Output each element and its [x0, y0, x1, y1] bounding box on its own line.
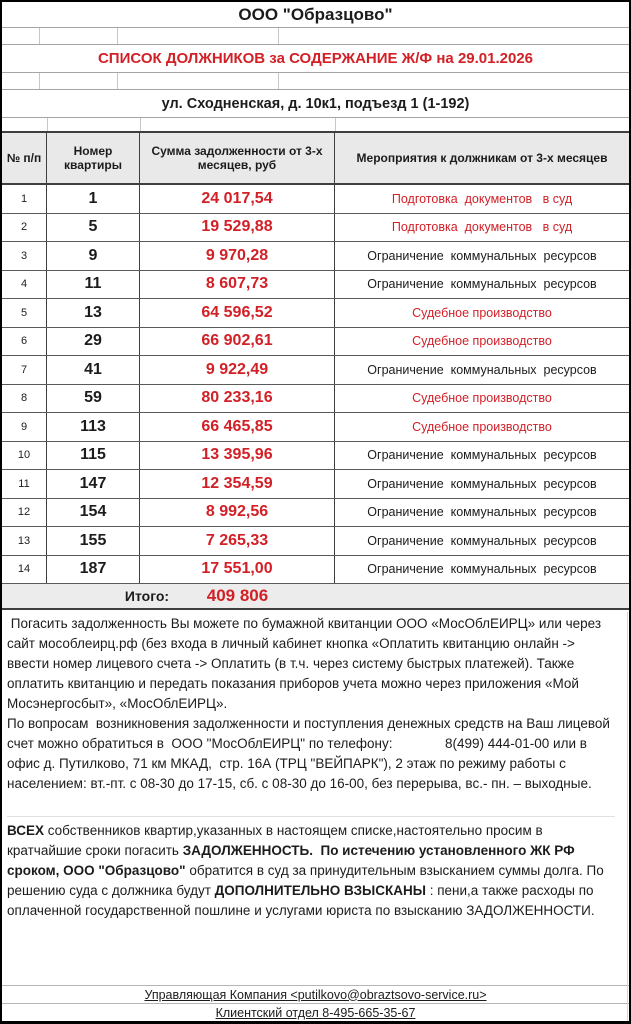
column-header-debt: Сумма задолженности от 3-х месяцев, руб [140, 133, 335, 183]
gridline [39, 73, 40, 89]
apartment-number: 187 [47, 556, 140, 584]
gridline [140, 118, 141, 131]
debt-amount: 7 265,33 [140, 527, 335, 555]
debt-amount: 64 596,52 [140, 299, 335, 327]
apartment-number: 41 [47, 356, 140, 384]
table-row [2, 442, 629, 471]
table-row [2, 385, 629, 414]
spacer-row [2, 27, 629, 45]
action-to-debtor: Ограничение коммунальных ресурсов [367, 562, 597, 577]
building-address: ул. Сходненская, д. 10к1, подъезд 1 (1-192) [161, 95, 470, 112]
column-header-apartment: Номер квартиры [47, 133, 140, 183]
apartment-number: 11 [47, 271, 140, 299]
warning-paragraph: ВСЕХ собственников квартир,указанных в настоящем списке,настоятельно просим в кратчайшие сроки погасить ЗАДОЛЖЕННОСТЬ. По истечению установленного ЖК РФ сроком, ООО "Образцово" обратится в суд за принудительным взысканием суммы долга. По решению суда с должника будут ДОПОЛНИТЕЛЬНО ВЗЫСКАНЫ : пени,а также расходы по оплаченной государственной пошлине и услугами юриста по взысканию ЗАДОЛЖЕННОСТИ. [7, 816, 615, 921]
row-index: 9 [2, 413, 47, 441]
table-row [2, 242, 629, 271]
row-index: 4 [2, 271, 47, 299]
total-label: Итого: [124, 588, 170, 604]
row-index: 6 [2, 328, 47, 356]
table-row [2, 271, 629, 300]
debt-amount: 17 551,00 [140, 556, 335, 584]
debt-amount: 8 992,56 [140, 499, 335, 527]
action-to-debtor: Ограничение коммунальных ресурсов [367, 533, 597, 548]
spacer-row [2, 72, 629, 90]
action-to-debtor: Подготовка документов в суд [391, 220, 573, 235]
gridline [278, 73, 279, 89]
table-row [2, 499, 629, 528]
action-to-debtor: Судебное производство [412, 305, 552, 320]
debt-amount: 8 607,73 [140, 271, 335, 299]
row-index: 10 [2, 442, 47, 470]
table-row [2, 328, 629, 357]
client-department-contact [2, 1003, 629, 1021]
table-row [2, 527, 629, 556]
debt-amount: 66 465,85 [140, 413, 335, 441]
gridline [278, 28, 279, 44]
debt-amount: 66 902,61 [140, 328, 335, 356]
list-title: СПИСОК ДОЛЖНИКОВ за СОДЕРЖАНИЕ Ж/Ф на 29.01.2026 [97, 50, 534, 67]
action-to-debtor: Судебное производство [412, 334, 552, 349]
payment-instructions-paragraph: Погасить задолженность Вы можете по бумажной квитанции ООО «МосОблЕИРЦ» или через сайт мособлеирц.рф (без входа в личный кабинет кнопка «Оплатить квитанцию онлайн -> ввести номер лицевого счета -> Оплатить (в т.ч. через систему быстрых платежей). Также оплатить квитанцию и передать показания приборов учета можно через приложения «Мой Мосэнергосбыт», «МосОблЕИРЦ». [7, 616, 605, 711]
apartment-number: 147 [47, 470, 140, 498]
column-header-index: № п/п [2, 133, 47, 183]
gridline [117, 28, 118, 44]
row-index: 8 [2, 385, 47, 413]
action-to-debtor: Ограничение коммунальных ресурсов [367, 277, 597, 292]
action-to-debtor: Подготовка документов в суд [391, 191, 573, 206]
apartment-number: 29 [47, 328, 140, 356]
management-company-email: Управляющая Компания <putilkovo@obraztsovo-service.ru> [144, 987, 487, 1002]
spacer-row [2, 117, 629, 131]
row-index: 3 [2, 242, 47, 270]
notes-section [2, 610, 629, 985]
apartment-number: 155 [47, 527, 140, 555]
table-row [2, 214, 629, 243]
action-to-debtor: Ограничение коммунальных ресурсов [367, 505, 597, 520]
apartment-number: 1 [47, 185, 140, 213]
gridline [39, 28, 40, 44]
apartment-number: 113 [47, 413, 140, 441]
table-row [2, 413, 629, 442]
apartment-number: 115 [47, 442, 140, 470]
column-header-actions: Мероприятия к должникам от 3-х месяцев [356, 151, 608, 165]
action-to-debtor: Ограничение коммунальных ресурсов [367, 248, 597, 263]
apartment-number: 13 [47, 299, 140, 327]
apartment-number: 154 [47, 499, 140, 527]
total-row [2, 584, 629, 610]
apartment-number: 5 [47, 214, 140, 242]
apartment-number: 9 [47, 242, 140, 270]
debt-amount: 9 970,28 [140, 242, 335, 270]
total-value: 409 806 [206, 586, 269, 605]
row-index: 11 [2, 470, 47, 498]
debt-amount: 24 017,54 [140, 185, 335, 213]
table-row [2, 299, 629, 328]
action-to-debtor: Ограничение коммунальных ресурсов [367, 448, 597, 463]
debt-amount: 13 395,96 [140, 442, 335, 470]
row-index: 7 [2, 356, 47, 384]
action-to-debtor: Судебное производство [412, 391, 552, 406]
company-title: ООО "Образцово" [238, 4, 393, 24]
table-row [2, 470, 629, 499]
row-index: 13 [2, 527, 47, 555]
debt-amount: 12 354,59 [140, 470, 335, 498]
table-row [2, 356, 629, 385]
row-index: 5 [2, 299, 47, 327]
action-to-debtor: Судебное производство [412, 419, 552, 434]
gridline [47, 118, 48, 131]
row-index: 14 [2, 556, 47, 584]
gridline [335, 118, 336, 131]
row-index: 2 [2, 214, 47, 242]
table-row [2, 185, 629, 214]
table-body [2, 185, 629, 584]
table-header-row [2, 131, 629, 185]
debt-amount: 9 922,49 [140, 356, 335, 384]
row-index: 12 [2, 499, 47, 527]
debt-amount: 80 233,16 [140, 385, 335, 413]
table-row [2, 556, 629, 585]
debt-amount: 19 529,88 [140, 214, 335, 242]
contact-info-paragraph: По вопросам возникновения задолженности и поступления денежных средств на Ваш лицевой счет можно обратиться в ООО "МосОблЕИРЦ" по телефону: 8(499) 444-01-00 или в офис д. Путилково, 71 км МКАД, стр. 16А (ТРЦ "ВЕЙПАРК"), 2 этаж по режиму работы с населением: вт.-пт. с 08-30 до 17-15, сб. с 08-30 до 16-00, без перерыва, вс.- пн. – выходные. [7, 716, 614, 791]
row-index: 1 [2, 185, 47, 213]
client-department-phone: Клиентский отдел 8-495-665-35-67 [215, 1005, 416, 1020]
apartment-number: 59 [47, 385, 140, 413]
action-to-debtor: Ограничение коммунальных ресурсов [367, 476, 597, 491]
gridline [627, 612, 628, 1021]
management-company-contact [2, 985, 629, 1003]
action-to-debtor: Ограничение коммунальных ресурсов [367, 362, 597, 377]
gridline [117, 73, 118, 89]
